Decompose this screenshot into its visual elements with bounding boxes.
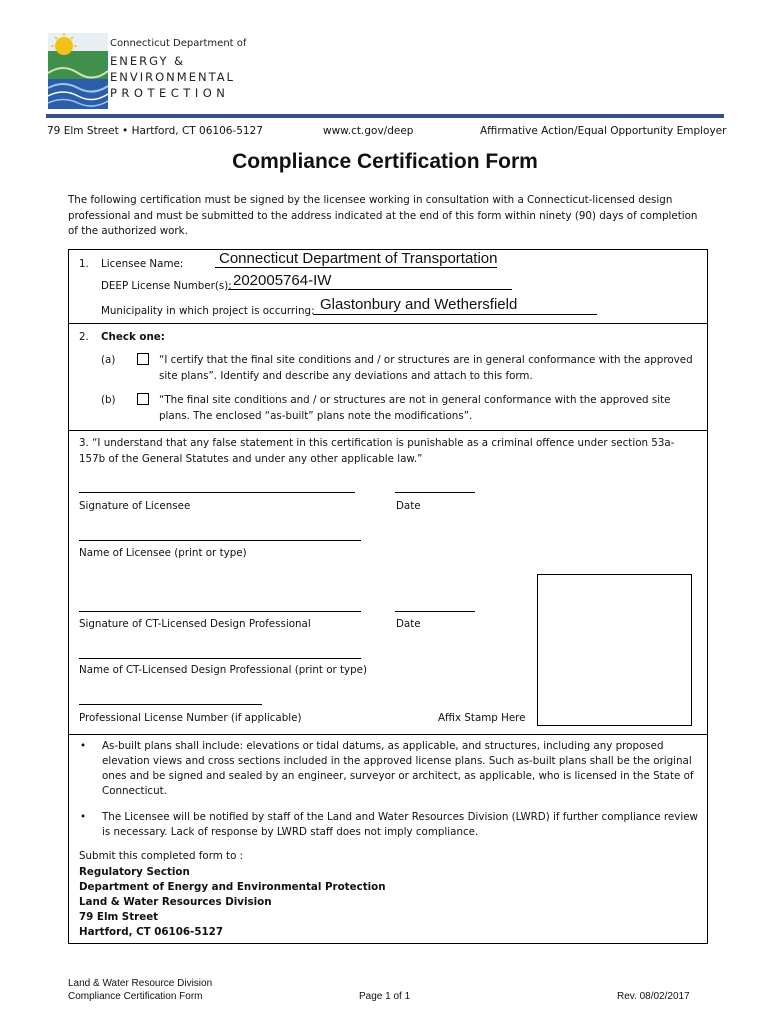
option-b-line1: “The final site conditions and / or structures are not in general conformance with the approved site	[159, 394, 671, 406]
option-b-checkbox[interactable]	[137, 393, 149, 405]
licensee-date-label: Date	[396, 500, 421, 512]
agency-name	[110, 38, 246, 101]
license-number-label: DEEP License Number(s):	[101, 280, 232, 292]
bullet-2-line1: The Licensee will be notified by staff of the Land and Water Resources Division (LWRD) if further compliance review	[102, 811, 698, 823]
bullet-2-icon: •	[80, 811, 87, 823]
submit-intro: Submit this completed form to :	[79, 850, 244, 862]
licensee-signature-field[interactable]	[79, 478, 355, 493]
header-rule	[46, 114, 724, 118]
bullet-1-line2: elevation views and cross sections included in the approved license plans. Such as-built plans shall be the original	[102, 755, 692, 767]
agency-line1: Connecticut Department of	[110, 38, 247, 49]
address-line1: Regulatory Section	[79, 866, 190, 878]
section-2-number: 2.	[79, 331, 89, 343]
option-a-letter: (a)	[101, 354, 116, 366]
section-1-number: 1.	[79, 258, 89, 270]
option-a-line2: site plans”. Identify and describe any deviations and attach to this form.	[159, 370, 533, 382]
stamp-box	[537, 574, 692, 726]
license-number-field[interactable]	[228, 272, 512, 290]
intro-text: The following certification must be signed by the licensee working in consultation with a Connecticut-licensed design professional and must be submitted to the address indicated at the end of this form within ninety (90) days of completion of the authorized work.	[68, 194, 698, 237]
professional-name-print-label: Name of CT-Licensed Design Professional (print or type)	[79, 664, 368, 676]
bullet-2-line2: is necessary. Lack of response by LWRD staff does not imply compliance.	[102, 826, 479, 838]
agency-line3: ENVIRONMENTAL	[110, 70, 235, 84]
address-line4: 79 Elm Street	[79, 911, 159, 923]
option-a-line1: “I certify that the final site conditions and / or structures are in general conformance with the approved	[159, 354, 693, 366]
license-number-value: 202005764-IW	[233, 272, 332, 289]
bullet-1-line4: Connecticut.	[102, 785, 167, 797]
agency-line4: PROTECTION	[110, 86, 230, 100]
address-line5: Hartford, CT 06106-5127	[79, 926, 223, 938]
submit-address	[79, 849, 386, 940]
bullet-1-line3: ones and be signed and sealed by an engineer, surveyor or architect, as applicable, who is licensed in the State of	[102, 770, 694, 782]
bullet-1-text	[102, 739, 694, 799]
check-one-heading: Check one:	[101, 331, 165, 343]
header-employer: Affirmative Action/Equal Opportunity Employer	[480, 125, 727, 137]
certification-statement-line2: 157b of the General Statutes and under any other applicable law.”	[79, 453, 423, 465]
footer-division: Land & Water Resource Division	[68, 978, 213, 989]
professional-license-field[interactable]	[79, 690, 262, 705]
footer-left	[68, 977, 212, 1003]
certification-statement-line1: 3. “I understand that any false statement in this certification is punishable as a criminal offence under section 53a-	[79, 437, 675, 449]
address-line3: Land & Water Resources Division	[79, 896, 272, 908]
professional-name-print-field[interactable]	[79, 644, 361, 659]
page-title: Compliance Certification Form	[232, 150, 538, 173]
deep-logo	[48, 33, 108, 109]
footer-form-name: Compliance Certification Form	[68, 991, 203, 1002]
municipality-value: Glastonbury and Wethersfield	[320, 296, 518, 313]
option-b-letter: (b)	[101, 394, 116, 406]
bullet-2-text	[102, 810, 698, 840]
bullet-1-line1: As-built plans shall include: elevations or tidal datums, as applicable, and structures, including any proposed	[102, 740, 664, 752]
professional-date-field[interactable]	[395, 597, 475, 612]
option-b-line2: plans. The enclosed “as-built” plans note the modifications”.	[159, 410, 473, 422]
licensee-name-label: Licensee Name:	[101, 258, 184, 270]
address-line2: Department of Energy and Environmental Protection	[79, 881, 386, 893]
licensee-name-print-label: Name of Licensee (print or type)	[79, 547, 247, 559]
licensee-date-field[interactable]	[395, 478, 475, 493]
licensee-signature-label: Signature of Licensee	[79, 500, 191, 512]
bullet-1-icon: •	[80, 740, 87, 752]
agency-line2: ENERGY &	[110, 54, 186, 68]
municipality-label: Municipality in which project is occurring:	[101, 305, 315, 317]
professional-date-label: Date	[396, 618, 421, 630]
affix-stamp-label: Affix Stamp Here	[438, 712, 526, 724]
header-address: 79 Elm Street • Hartford, CT 06106-5127	[47, 125, 263, 137]
option-a-checkbox[interactable]	[137, 353, 149, 365]
licensee-name-value: Connecticut Department of Transportation	[219, 250, 498, 267]
footer-page: Page 1 of 1	[359, 991, 411, 1002]
header-website: www.ct.gov/deep	[323, 125, 414, 137]
professional-signature-field[interactable]	[79, 597, 361, 612]
licensee-name-field[interactable]	[215, 250, 497, 268]
professional-license-label: Professional License Number (if applicable)	[79, 712, 302, 724]
municipality-field[interactable]	[313, 296, 597, 315]
footer-revision: Rev. 08/02/2017	[617, 991, 690, 1002]
licensee-name-print-field[interactable]	[79, 526, 361, 541]
professional-signature-label: Signature of CT-Licensed Design Professional	[79, 618, 311, 630]
